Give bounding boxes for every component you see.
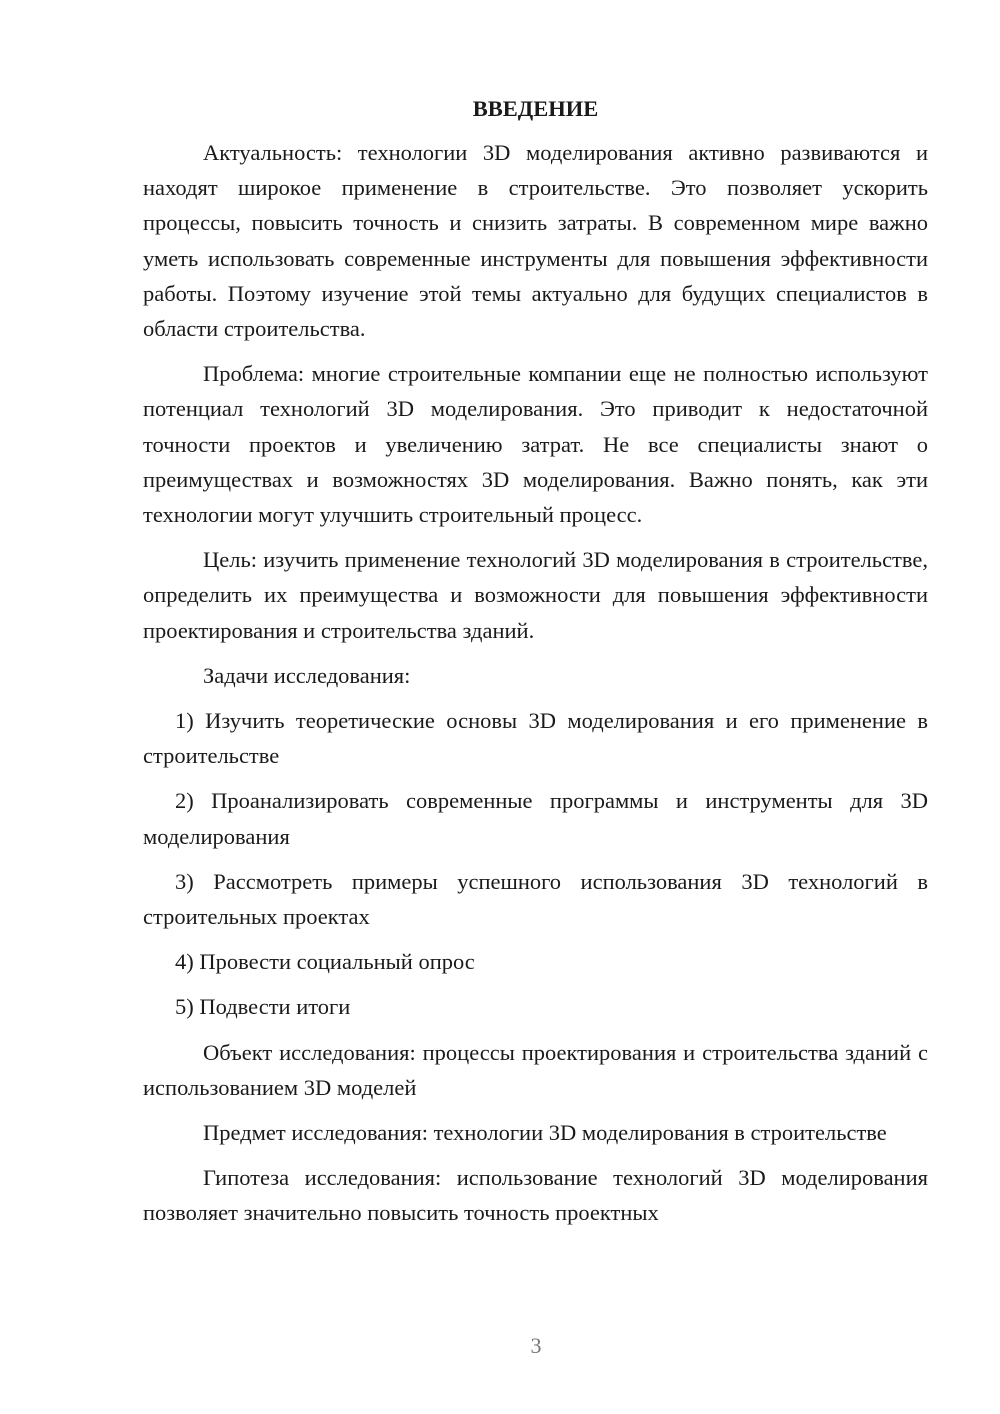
task-item: 1) Изучить теоретические основы 3D моделирования и его применение в строительстве [143,708,928,769]
hypothesis-paragraph: Гипотеза исследования: использование технологий 3D моделирования позволяет значительно повысить точность проектных [143,1165,928,1226]
task-item: 2) Проанализировать современные программы и инструменты для 3D моделирования [143,788,928,849]
tasks-heading: Задачи исследования: [203,662,411,688]
object-paragraph: Объект исследования: процессы проектирования и строительства зданий с использованием 3D моделей [143,1039,928,1100]
relevance-paragraph: Актуальность: технологии 3D моделирования активно развиваются и находят широкое применение в строительстве. Это позволяет ускорить процессы, повысить точность и снизить затраты. В современном мире важно уметь использовать современные инструменты для повышения эффективности работы. Поэтому изучение этой темы актуально для будущих специалистов в области строительства. [143,140,928,342]
subject-paragraph: Предмет исследования: технологии 3D моделирования в строительстве [203,1120,887,1146]
problem-paragraph: Проблема: многие строительные компании еще не полностью используют потенциал технологий 3D моделирования. Это приводит к недостаточной точности проектов и увеличению затрат. Не все специалисты знают о преимуществах и возможностях 3D моделирования. Важно понять, как эти технологии могут улучшить строительный процесс. [143,361,928,528]
page-title: ВВЕДЕНИЕ [472,96,599,121]
task-item: 4) Провести социальный опрос [175,949,475,975]
task-item: 5) Подвести итоги [175,994,351,1020]
page-number: 3 [530,1333,542,1358]
goal-paragraph: Цель: изучить применение технологий 3D моделирования в строительстве, определить их преимущества и возможности для повышения эффективности проектирования и строительства зданий. [143,547,928,643]
page-content [143,92,928,1241]
task-item: 3) Рассмотреть примеры успешного использования 3D технологий в строительных проектах [143,868,928,930]
